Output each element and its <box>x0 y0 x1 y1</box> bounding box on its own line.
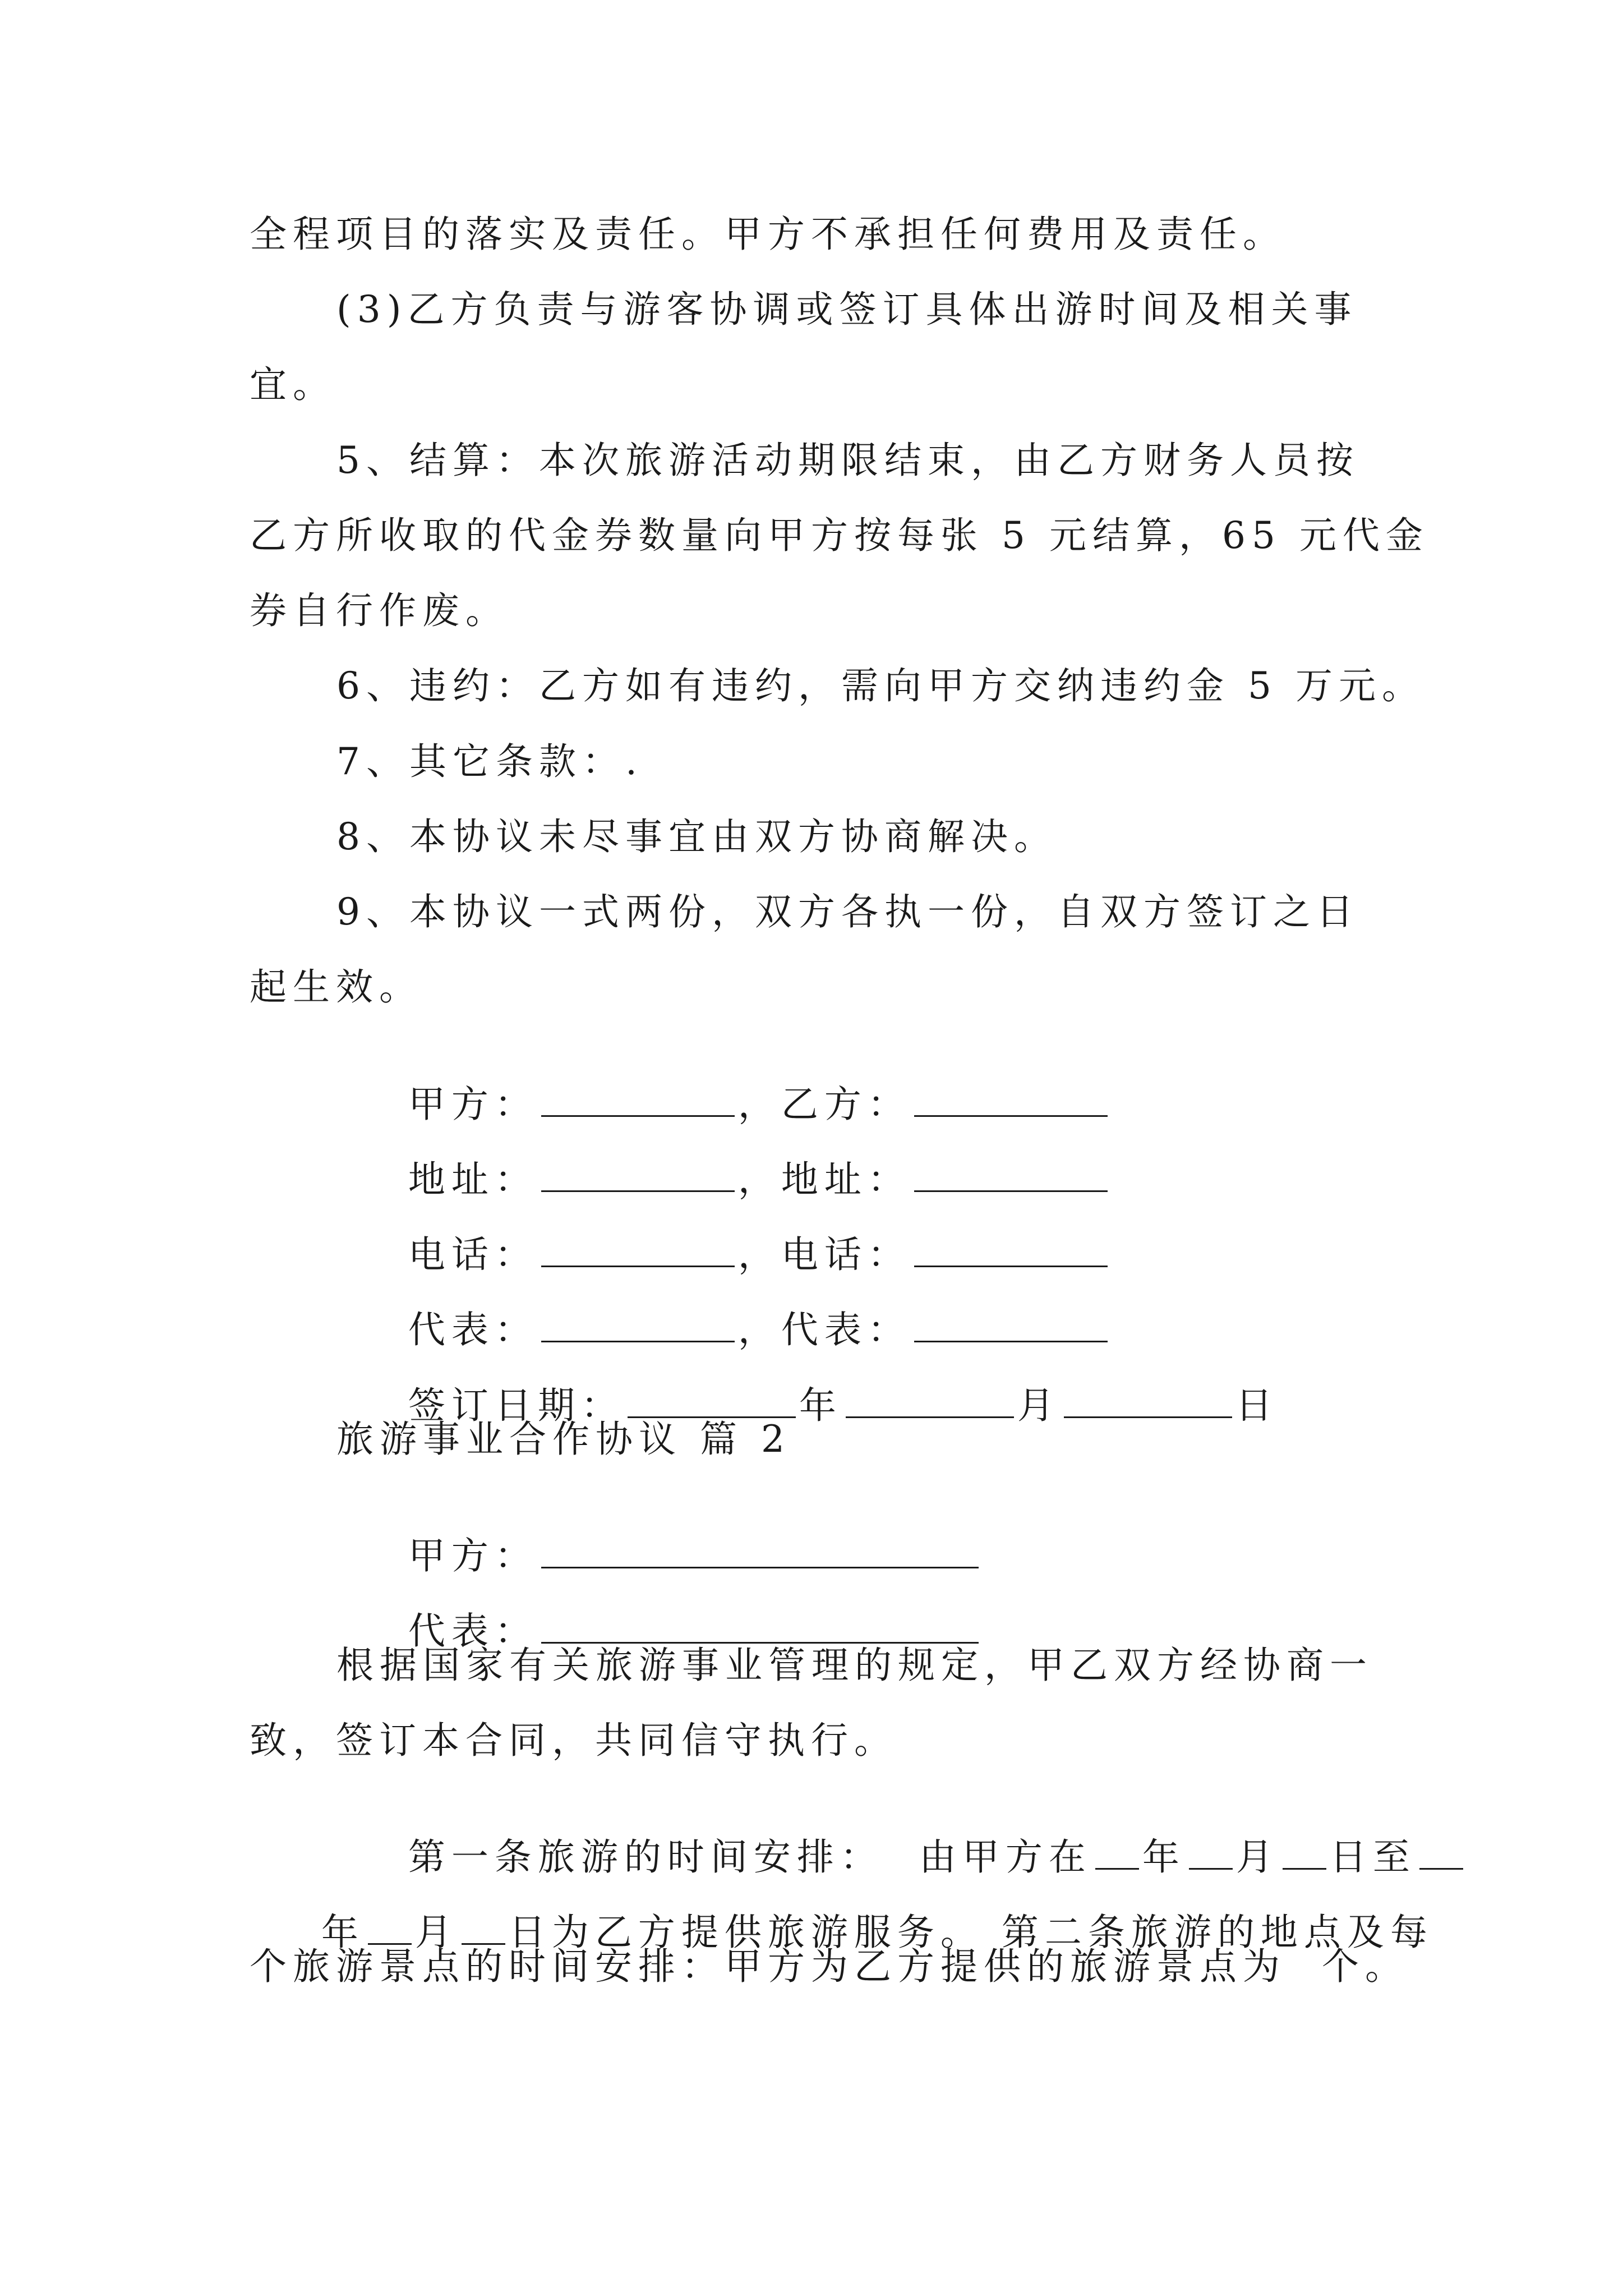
rep-b-label: 代表： <box>781 1308 911 1351</box>
start-month-blank[interactable] <box>1189 1834 1233 1870</box>
day-label: 日 <box>1235 1384 1279 1427</box>
paragraph-line: 7、其它条款：. <box>336 740 643 783</box>
paragraph-line: 根据国家有关旅游事业管理的规定，甲乙双方经协商一 <box>336 1644 1373 1687</box>
paragraph-line: 全程项目的落实及责任。甲方不承担任何费用及责任。 <box>250 213 1286 256</box>
month-label: 月 <box>414 1911 458 1954</box>
separator: ， <box>737 1308 781 1351</box>
month-label: 月 <box>1235 1835 1279 1879</box>
year-label: 年 <box>321 1911 365 1954</box>
party-b-label: 乙方： <box>781 1083 911 1126</box>
end-year-blank[interactable] <box>1419 1834 1463 1870</box>
phone-a-label: 电话： <box>408 1233 538 1276</box>
section-title: 旅游事业合作协议 篇 2 <box>336 1418 791 1461</box>
month-blank[interactable] <box>846 1383 1014 1418</box>
section2-rep-blank[interactable] <box>541 1608 979 1644</box>
rep-a-blank[interactable] <box>541 1307 735 1342</box>
party-b-blank[interactable] <box>914 1082 1108 1117</box>
year-label: 年 <box>1142 1835 1186 1879</box>
end-month-blank[interactable] <box>368 1910 412 1945</box>
rep-b-blank[interactable] <box>914 1307 1108 1342</box>
start-day-blank[interactable] <box>1283 1834 1326 1870</box>
phone-b-blank[interactable] <box>914 1232 1108 1267</box>
month-label: 月 <box>1017 1384 1061 1427</box>
phone-a-blank[interactable] <box>541 1232 735 1267</box>
paragraph-line: 8、本协议未尽事宜由双方协商解决。 <box>336 815 1057 858</box>
section2-party-a-blank[interactable] <box>541 1533 979 1568</box>
paragraph-line: 6、违约：乙方如有违约，需向甲方交纳违约金 5 万元。 <box>336 664 1425 707</box>
separator: ， <box>737 1158 781 1201</box>
address-a-blank[interactable] <box>541 1157 735 1192</box>
party-a-label: 甲方： <box>408 1083 538 1126</box>
day-to-label: 日至 <box>1329 1835 1416 1879</box>
section2-rep-label: 代表： <box>408 1609 538 1653</box>
paragraph-line: 5、结算：本次旅游活动期限结束，由乙方财务人员按 <box>336 439 1359 482</box>
paragraph-line: (3)乙方负责与游客协调或签订具体出游时间及相关事 <box>336 288 1358 331</box>
year-label: 年 <box>799 1384 842 1427</box>
day-blank[interactable] <box>1064 1383 1232 1418</box>
article1-text: 第一条旅游的时间安排： 由甲方在 <box>408 1835 1092 1879</box>
date-label: 签订日期： <box>408 1384 624 1427</box>
party-a-blank[interactable] <box>541 1082 735 1117</box>
separator: ， <box>737 1083 781 1126</box>
paragraph-line: 个旅游景点的时间安排：甲方为乙方提供的旅游景点为 个。 <box>250 1945 1408 1988</box>
address-a-label: 地址： <box>408 1158 538 1201</box>
section2-party-a-label: 甲方： <box>408 1534 538 1577</box>
address-b-label: 地址： <box>781 1158 911 1201</box>
rep-a-label: 代表： <box>408 1308 538 1351</box>
end-day-blank[interactable] <box>462 1910 505 1945</box>
address-b-blank[interactable] <box>914 1157 1108 1192</box>
start-year-blank[interactable] <box>1095 1834 1139 1870</box>
paragraph-line: 起生效。 <box>250 965 422 1009</box>
separator: ， <box>737 1233 781 1276</box>
paragraph-line: 9、本协议一式两份，双方各执一份，自双方签订之日 <box>336 890 1359 933</box>
paragraph-line: 券自行作废。 <box>250 589 509 632</box>
article-text: 日为乙方提供旅游服务。 第二条旅游的地点及每 <box>508 1911 1433 1954</box>
paragraph-line: 宜。 <box>250 363 336 406</box>
phone-b-label: 电话： <box>781 1233 911 1276</box>
paragraph-line: 致，签订本合同，共同信守执行。 <box>250 1719 897 1762</box>
paragraph-line: 乙方所收取的代金券数量向甲方按每张 5 元结算，65 元代金 <box>250 514 1429 557</box>
year-blank[interactable] <box>628 1383 796 1418</box>
